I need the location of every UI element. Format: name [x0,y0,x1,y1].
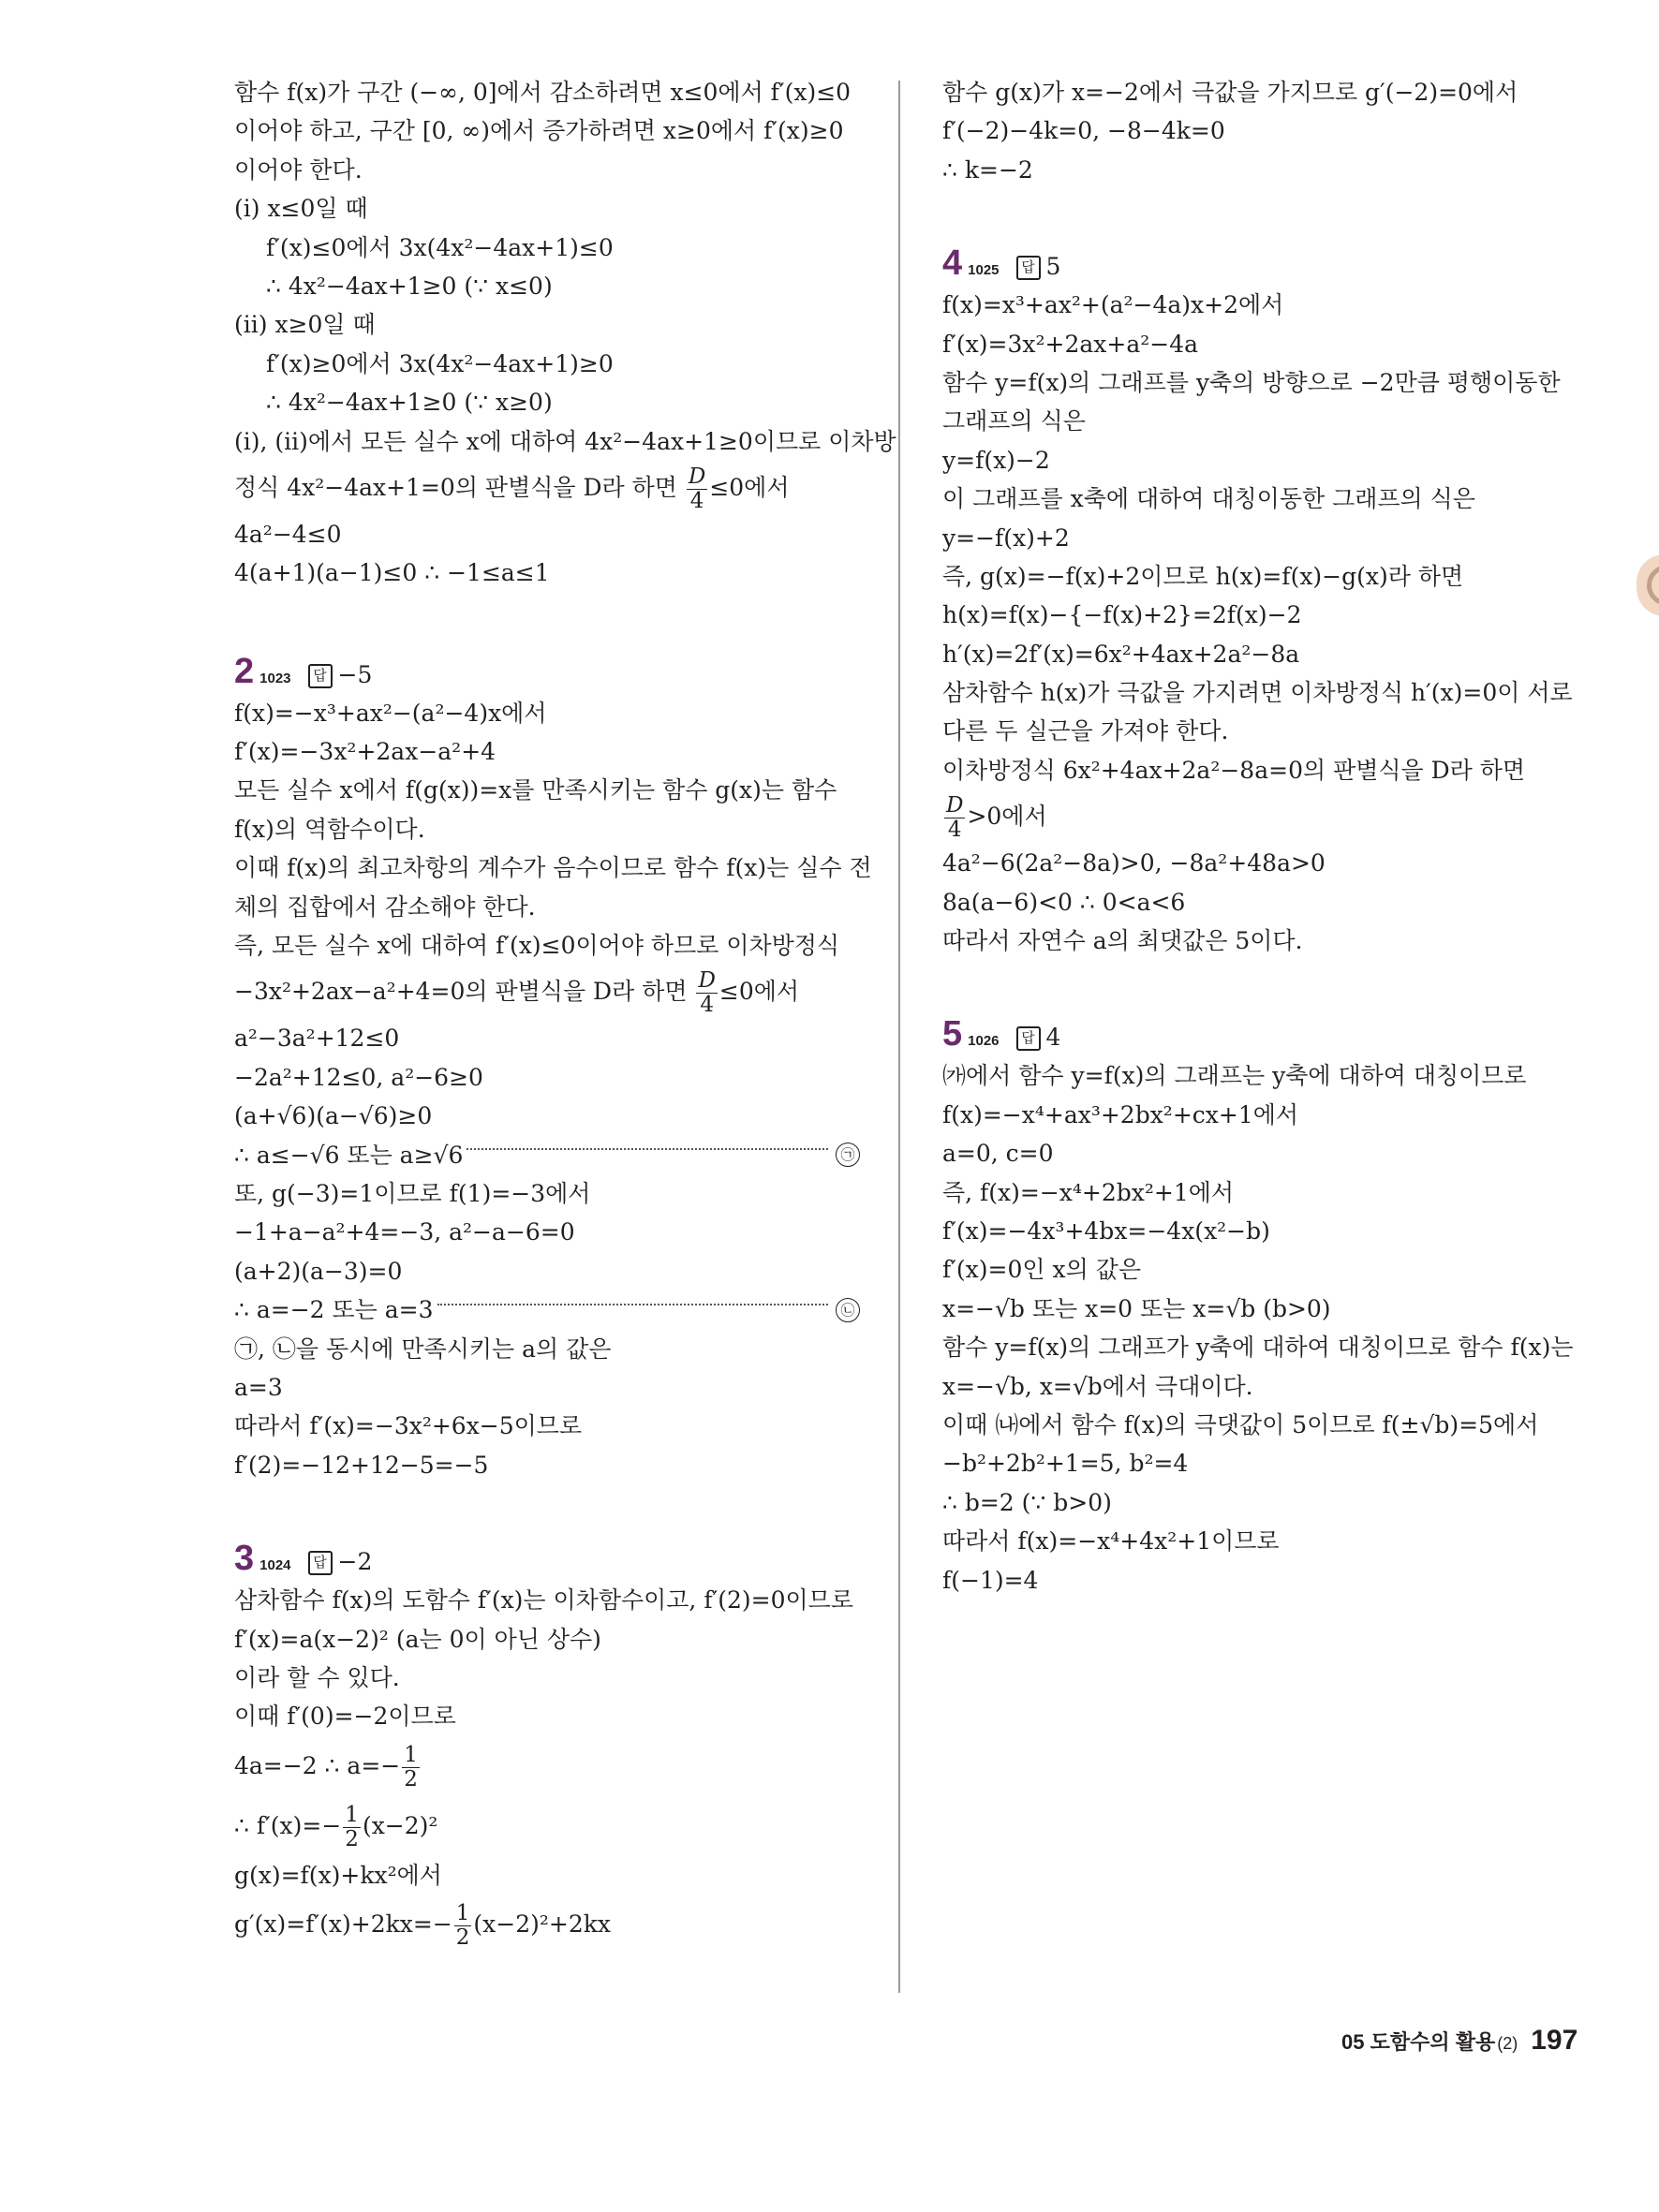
solution-2-header [234,649,860,694]
text-line: (a+2)(a−3)=0 [234,1257,403,1285]
section-gap [234,1484,860,1536]
text-line: (ⅰ), (ⅱ)에서 모든 실수 x에 대하여 4x²−4ax+1≥0이므로 이차방 [234,427,896,455]
answer-value: 4 [1045,1024,1061,1052]
text-segment: ∴ a≤−√6 또는 a≥√6 [234,1141,464,1169]
fraction-numerator: 1 [455,1901,470,1926]
dotted-leader [437,1304,828,1305]
text-segment: g′(x)=f′(x)+2kx=− [234,1910,452,1939]
text-line: 따라서 자연수 a의 최댓값은 5이다. [942,927,1303,955]
text-line: 즉, 모든 실수 x에 대하여 f′(x)≤0이어야 하므로 이차방정식 [234,932,840,960]
page-footer [1341,2025,1578,2057]
fraction [343,1802,361,1851]
circled-marker: ㉡ [836,1298,860,1322]
text-line: 함수 y=f(x)의 그래프가 y축에 대하여 대칭이므로 함수 f(x)는 [942,1334,1574,1362]
section-gap [234,593,860,649]
text-line: 이어야 한다. [234,155,363,184]
text-line: f′(x)=−4x³+4bx=−4x(x²−b) [942,1217,1270,1245]
fraction-numerator: 1 [404,1742,418,1767]
answer-label-icon: 답 [308,1551,333,1575]
fraction [402,1742,420,1792]
right-column [942,73,1574,1600]
text-line-fraction [234,461,860,515]
text-line: f′(x)≥0에서 3x(4x²−4ax+1)≥0 [266,349,614,377]
fraction-denominator: 4 [700,993,714,1018]
text-line: f′(x)≤0에서 3x(4x²−4ax+1)≤0 [266,233,614,261]
answer-label-icon: 답 [1016,1026,1041,1051]
fraction [454,1903,472,1949]
text-line: ㉠, ㉡을 동시에 만족시키는 a의 값은 [234,1335,612,1363]
text-line: 즉, g(x)=−f(x)+2이므로 h(x)=f(x)−g(x)라 하면 [942,562,1464,590]
text-line: ∴ k=−2 [942,155,1033,184]
solution-number: 5 [942,1014,963,1054]
chapter-part: (2) [1497,2034,1518,2053]
text-line: 이때 ㈏에서 함수 f(x)의 극댓값이 5이므로 f(±√b)=5에서 [942,1410,1539,1438]
text-line: 이때 f′(0)=−2이므로 [234,1703,456,1731]
text-line-fraction [234,1895,860,1954]
text-line: ㈎에서 함수 y=f(x)의 그래프는 y축에 대하여 대칭이므로 [942,1062,1527,1090]
text-line: 삼차함수 h(x)가 극값을 가지려면 이차방정식 h′(x)=0이 서로 [942,679,1573,707]
text-line: x=−√b, x=√b에서 극대이다. [942,1372,1253,1400]
text-line: f′(2)=−12+12−5=−5 [234,1451,489,1479]
text-line: −2a²+12≤0, a²−6≥0 [234,1063,483,1091]
column-divider [898,81,900,1993]
text-segment: 4a=−2 ∴ a=− [234,1751,401,1779]
text-line-fraction [234,1736,860,1796]
text-line: ∴ b=2 (∵ b>0) [942,1488,1112,1516]
text-line: 다른 두 실근을 가져야 한다. [942,717,1229,745]
section-gap [942,960,1568,1011]
text-line: 이라 할 수 있다. [234,1663,400,1691]
text-line: 4a²−6(2a²−8a)>0, −8a²+48a>0 [942,849,1326,877]
text-segment: ≤0에서 [718,978,800,1006]
fraction-denominator: 2 [455,1925,470,1951]
text-line: 8a(a−6)<0 ∴ 0<a<6 [942,888,1186,916]
text-line: a=0, c=0 [942,1140,1054,1168]
text-line: (a+√6)(a−√6)≥0 [234,1102,433,1130]
text-line: 4a²−4≤0 [234,520,342,548]
text-line: y=−f(x)+2 [942,524,1070,552]
text-line: 이때 f(x)의 최고차항의 계수가 음수이므로 함수 f(x)는 실수 전 [234,854,872,882]
text-line-fraction [234,1796,860,1856]
page-number: 197 [1531,2025,1578,2056]
fraction-numerator: 1 [345,1802,359,1827]
text-line: f′(−2)−4k=0, −8−4k=0 [942,117,1225,145]
text-segment: 정식 4x²−4ax+1=0의 판별식을 D라 하면 [234,473,685,501]
problem-code: 1026 [968,1033,1000,1050]
text-line: h(x)=f(x)−{−f(x)+2}=2f(x)−2 [942,601,1302,629]
text-line: h′(x)=2f′(x)=6x²+4ax+2a²−8a [942,640,1300,668]
fraction-denominator: 2 [404,1766,418,1792]
text-segment: (x−2)² [362,1811,438,1839]
dotted-leader [467,1148,828,1150]
text-line: 이 그래프를 x축에 대하여 대칭이동한 그래프의 식은 [942,485,1475,513]
text-segment: (x−2)²+2kx [473,1910,611,1939]
answer-label-icon: 답 [308,664,333,688]
answer-value: −2 [337,1548,373,1576]
text-line: 따라서 f′(x)=−3x²+6x−5이므로 [234,1412,583,1440]
text-line: 모든 실수 x에서 f(g(x))=x를 만족시키는 함수 g(x)는 함수 [234,776,837,804]
fraction-denominator: 4 [689,488,704,513]
text-line: 함수 f(x)가 구간 (−∞, 0]에서 감소하려면 x≤0에서 f′(x)≤0 [234,79,852,106]
solution-3-header [234,1536,860,1581]
text-line: a=3 [234,1373,283,1401]
solution-number: 3 [234,1539,255,1579]
text-line-marked [234,1136,860,1174]
text-line: f(x)=−x³+ax²−(a²−4)x에서 [234,699,547,727]
problem-code: 1024 [259,1557,291,1574]
solution-number: 2 [234,651,255,691]
text-line: 함수 g(x)가 x=−2에서 극값을 가지므로 g′(−2)=0에서 [942,79,1518,106]
text-line: f′(x)=−3x²+2ax−a²+4 [234,738,496,766]
text-line: 또, g(−3)=1이므로 f(1)=−3에서 [234,1179,591,1207]
text-line: 이어야 하고, 구간 [0, ∞)에서 증가하려면 x≥0에서 f′(x)≥0 [234,117,844,145]
text-line: 따라서 f(x)=−x⁴+4x²+1이므로 [942,1527,1280,1556]
text-line: 즉, f(x)=−x⁴+2bx²+1에서 [942,1178,1235,1206]
text-segment: >0에서 [967,803,1047,831]
text-segment: ∴ f′(x)=− [234,1811,342,1839]
text-line: 체의 집합에서 감소해야 한다. [234,892,536,921]
text-line: −1+a−a²+4=−3, a²−a−6=0 [234,1218,575,1246]
text-line: x=−√b 또는 x=0 또는 x=√b (b>0) [942,1294,1331,1322]
text-line-fraction [234,965,860,1019]
text-line-marked [234,1290,860,1329]
answer-value: 5 [1045,253,1061,281]
text-line: 함수 y=f(x)의 그래프를 y축의 방향으로 −2만큼 평행이동한 [942,368,1561,396]
fraction-numerator: D [946,793,964,818]
problem-code: 1023 [259,670,291,686]
text-line: 이차방정식 6x²+4ax+2a²−8a=0의 판별식을 D라 하면 [942,756,1526,784]
text-line: f′(x)=0인 x의 값은 [942,1256,1141,1284]
text-line: a²−3a²+12≤0 [234,1025,400,1053]
text-line: f(x)=−x⁴+ax³+2bx²+cx+1에서 [942,1100,1299,1128]
text-line: 그래프의 식은 [942,407,1086,435]
text-line: ∴ 4x²−4ax+1≥0 (∵ x≤0) [266,272,553,300]
text-line: (ⅰ) x≤0일 때 [234,195,368,223]
text-line: f(−1)=4 [942,1566,1039,1594]
problem-code: 1025 [968,262,1000,279]
fraction-numerator: D [688,464,706,489]
text-segment: ≤0에서 [709,473,790,501]
text-line: −b²+2b²+1=5, b²=4 [942,1450,1189,1478]
fraction [687,466,707,512]
text-line: g(x)=f(x)+kx²에서 [234,1861,442,1889]
solution-number: 4 [942,243,963,284]
answer-value: −5 [337,660,373,688]
text-line: 4(a+1)(a−1)≤0 ∴ −1≤a≤1 [234,559,550,587]
chapter-title: 05 도함수의 활용 [1341,2030,1496,2054]
text-line: f(x)=x³+ax²+(a²−4a)x+2에서 [942,291,1284,319]
fraction-denominator: 2 [345,1826,359,1851]
fraction-denominator: 4 [947,818,962,843]
text-line-fraction [942,789,1568,844]
text-line: (ⅱ) x≥0일 때 [234,311,376,339]
text-segment: ∴ a=−2 또는 a=3 [234,1296,434,1324]
text-line: 삼차함수 f(x)의 도함수 f′(x)는 이차함수이고, f′(2)=0이므로 [234,1586,853,1615]
solution-5-header [942,1011,1568,1056]
text-line: f′(x)=a(x−2)² (a는 0이 아닌 상수) [234,1625,601,1653]
fraction [696,970,717,1016]
text-line: ∴ 4x²−4ax+1≥0 (∵ x≥0) [266,389,553,417]
text-line: f′(x)=3x²+2ax+a²−4a [942,330,1198,358]
fraction [944,795,965,841]
circled-marker: ㉠ [836,1143,860,1167]
text-segment: −3x²+2ax−a²+4=0의 판별식을 D라 하면 [234,978,695,1006]
fraction-numerator: D [698,968,716,994]
text-line: y=f(x)−2 [942,446,1050,474]
text-line: f(x)의 역함수이다. [234,815,425,843]
solution-4-header [942,241,1568,286]
section-gap [942,189,1568,241]
left-column [234,73,896,1954]
answer-label-icon: 답 [1016,256,1041,280]
